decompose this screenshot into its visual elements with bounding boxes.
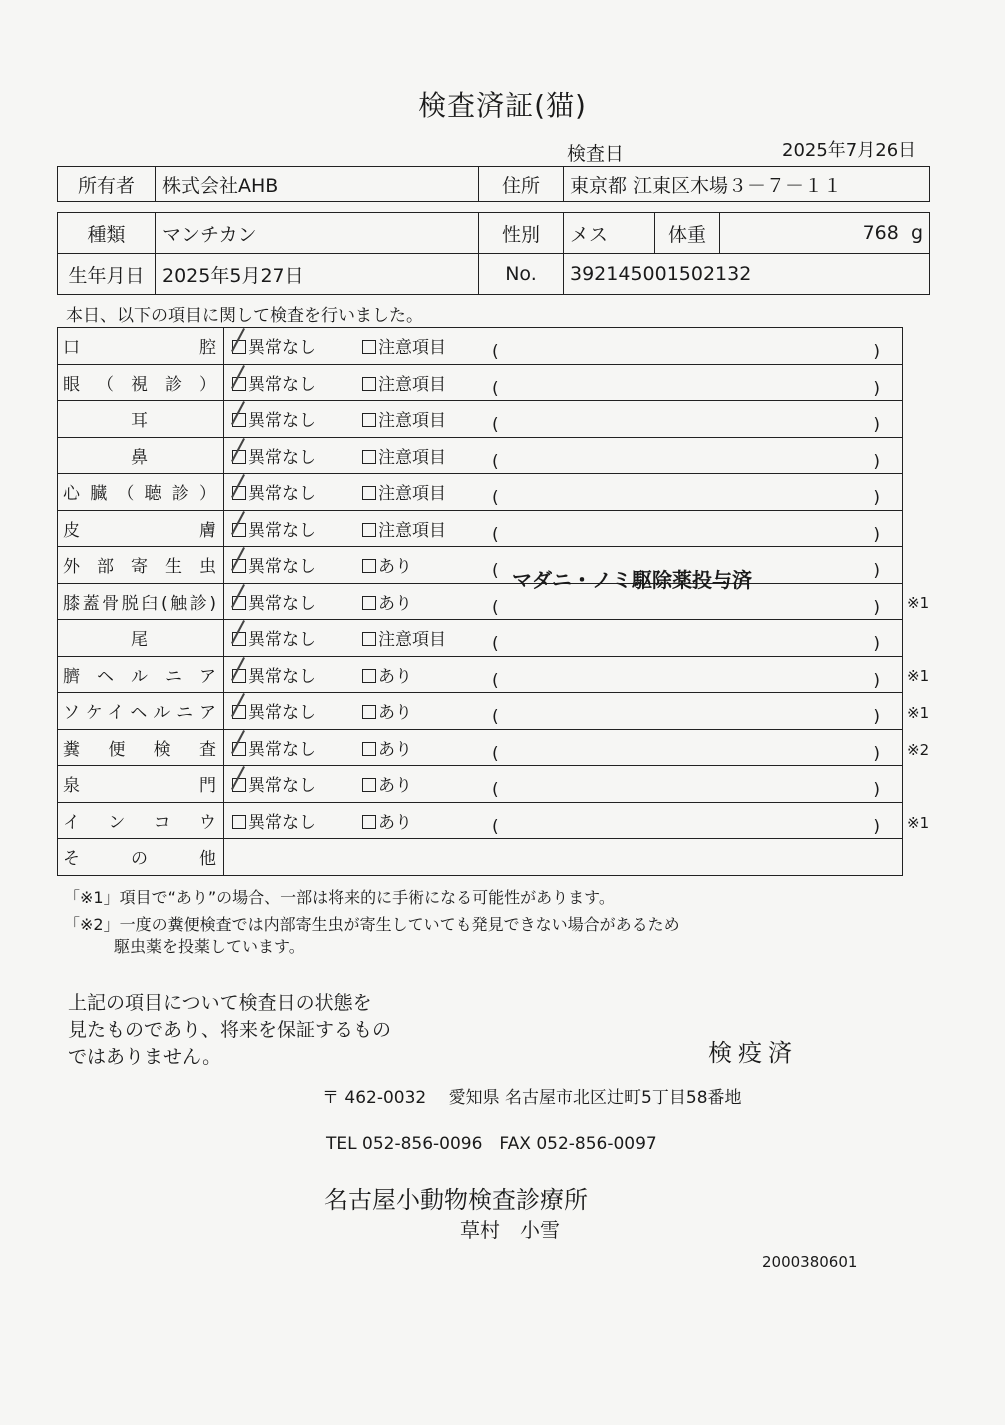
normal-label: 異常なし — [248, 776, 316, 797]
sex-value: メス — [564, 213, 655, 254]
normal-checkbox[interactable] — [232, 742, 246, 756]
abnormal-checkbox[interactable] — [362, 742, 376, 756]
inspection-result — [224, 620, 903, 657]
abnormal-checkbox[interactable] — [362, 486, 376, 500]
weight-unit: g — [910, 222, 923, 244]
paren-open: ( — [492, 342, 499, 363]
paren-close: ) — [873, 743, 880, 764]
normal-checkbox[interactable] — [232, 340, 246, 354]
inspection-result — [224, 510, 903, 547]
normal-checkbox[interactable] — [232, 778, 246, 792]
abnormal-checkbox[interactable] — [362, 632, 376, 646]
breed-label: 種類 — [58, 213, 156, 254]
inspection-item-name: 糞便検査 — [58, 729, 224, 766]
dob-value: 2025年5月27日 — [156, 254, 479, 295]
abnormal-label: あり — [378, 557, 412, 578]
normal-checkbox[interactable] — [232, 523, 246, 537]
disclaimer-line: 上記の項目について検査日の状態を — [68, 992, 372, 1014]
owner-label: 所有者 — [58, 167, 156, 202]
abnormal-checkbox[interactable] — [362, 815, 376, 829]
inspection-row — [58, 766, 903, 803]
inspection-result — [224, 729, 903, 766]
abnormal-label: 注意項目 — [378, 484, 446, 505]
paren-open: ( — [492, 378, 499, 399]
abnormal-label: あり — [378, 666, 412, 687]
paren-open: ( — [492, 524, 499, 545]
inspection-row — [58, 437, 903, 474]
paren-close: ) — [873, 488, 880, 509]
exam-date-label: 検査日 — [567, 143, 625, 165]
footnote-2: 「※2」一度の糞便検査では内部寄生虫が寄生していても発見できない場合があるため — [64, 915, 680, 934]
inspection-item-name: 心臓（聴診） — [58, 474, 224, 511]
abnormal-label: 注意項目 — [378, 338, 446, 359]
paren-close: ) — [873, 816, 880, 837]
normal-checkbox[interactable] — [232, 377, 246, 391]
normal-label: 異常なし — [248, 812, 316, 833]
inspection-item-name: 耳 — [58, 401, 224, 438]
paren-close: ) — [873, 597, 880, 618]
normal-label: 異常なし — [248, 557, 316, 578]
inspection-item-name: 眼（視診） — [58, 364, 224, 401]
paren-open: ( — [492, 780, 499, 801]
disclaimer-line: 見たものであり、将来を保証するもの — [68, 1019, 392, 1041]
inspection-item-name: 膝蓋骨脱臼(触診) — [58, 583, 224, 620]
paren-close: ) — [873, 378, 880, 399]
inspection-item-name: 尾 — [58, 620, 224, 657]
animal-info-table — [57, 212, 930, 295]
paren-open: ( — [492, 634, 499, 655]
inspection-item-name: 外部寄生虫 — [58, 547, 224, 584]
paren-close: ) — [873, 342, 880, 363]
inspection-item-name: インコウ — [58, 802, 224, 839]
clinic-phone: TEL 052-856-0096 FAX 052-856-0097 — [326, 1134, 657, 1154]
normal-checkbox[interactable] — [232, 559, 246, 573]
normal-label: 異常なし — [248, 447, 316, 468]
paren-open: ( — [492, 707, 499, 728]
footnote-1: 「※1」項目で“あり”の場合、一部は将来的に手術になる可能性があります。 — [64, 888, 615, 907]
paren-close: ) — [873, 707, 880, 728]
normal-checkbox[interactable] — [232, 486, 246, 500]
abnormal-label: 注意項目 — [378, 447, 446, 468]
other-value — [224, 839, 903, 876]
inspection-item-name: 鼻 — [58, 437, 224, 474]
normal-checkbox[interactable] — [232, 705, 246, 719]
inspection-result — [224, 766, 903, 803]
veterinarian-name: 草村 小雪 — [460, 1218, 560, 1242]
paren-open: ( — [492, 743, 499, 764]
document-title: 検査済証(猫) — [418, 89, 587, 122]
inspection-result — [224, 328, 903, 365]
abnormal-label: あり — [378, 812, 412, 833]
paren-open: ( — [492, 670, 499, 691]
normal-checkbox[interactable] — [232, 596, 246, 610]
inspection-item-name: 泉門 — [58, 766, 224, 803]
quarantine-stamp: 検疫済 — [708, 1039, 798, 1067]
abnormal-label: 注意項目 — [378, 411, 446, 432]
normal-label: 異常なし — [248, 593, 316, 614]
abnormal-checkbox[interactable] — [362, 669, 376, 683]
abnormal-label: 注意項目 — [378, 520, 446, 541]
no-label: No. — [479, 254, 564, 295]
other-row — [58, 839, 903, 876]
normal-label: 異常なし — [248, 739, 316, 760]
normal-label: 異常なし — [248, 484, 316, 505]
reference-mark: ※1 — [907, 667, 930, 686]
disclaimer — [68, 990, 391, 1071]
intro-text: 本日、以下の項目に関して検査を行いました。 — [66, 306, 423, 326]
paren-close: ) — [873, 415, 880, 436]
abnormal-checkbox[interactable] — [362, 559, 376, 573]
inspection-result — [224, 364, 903, 401]
inspection-row — [58, 328, 903, 365]
reference-mark: ※1 — [907, 593, 930, 612]
inspection-item-name: ソケイヘルニア — [58, 693, 224, 730]
paren-close: ) — [873, 451, 880, 472]
inspection-result — [224, 547, 903, 593]
paren-open: ( — [492, 488, 499, 509]
paren-close: ) — [873, 524, 880, 545]
disclaimer-line: ではありません。 — [68, 1046, 222, 1068]
abnormal-checkbox[interactable] — [362, 705, 376, 719]
normal-label: 異常なし — [248, 703, 316, 724]
registration-number: 392145001502132 — [564, 254, 930, 295]
abnormal-label: あり — [378, 593, 412, 614]
normal-label: 異常なし — [248, 666, 316, 687]
paren-open: ( — [492, 597, 499, 618]
normal-checkbox[interactable] — [232, 669, 246, 683]
reference-mark: ※2 — [907, 740, 930, 759]
inspection-result — [224, 693, 903, 730]
inspection-row — [58, 547, 903, 584]
normal-checkbox[interactable] — [232, 450, 246, 464]
abnormal-label: あり — [378, 739, 412, 760]
inspection-row — [58, 693, 903, 730]
reference-mark: ※1 — [907, 814, 930, 833]
inspection-item-name: 皮膚 — [58, 510, 224, 547]
inspection-result — [224, 401, 903, 438]
inspection-row — [58, 510, 903, 547]
paren-open: ( — [492, 451, 499, 472]
inspection-result — [224, 474, 903, 511]
owner-table — [57, 166, 930, 202]
abnormal-checkbox[interactable] — [362, 778, 376, 792]
inspection-result — [224, 437, 903, 474]
weight-number: 768 — [862, 222, 899, 244]
reference-mark: ※1 — [907, 704, 930, 722]
clinic-name: 名古屋小動物検査診療所 — [324, 1186, 588, 1214]
exam-date: 2025年7月26日 — [782, 140, 917, 161]
abnormal-checkbox[interactable] — [362, 377, 376, 391]
abnormal-checkbox[interactable] — [362, 413, 376, 427]
normal-label: 異常なし — [248, 630, 316, 651]
inspection-row — [58, 474, 903, 511]
normal-label: 異常なし — [248, 520, 316, 541]
normal-label: 異常なし — [248, 411, 316, 432]
abnormal-checkbox[interactable] — [362, 450, 376, 464]
paren-open: ( — [492, 415, 499, 436]
weight-label: 体重 — [655, 213, 720, 254]
normal-checkbox[interactable] — [232, 632, 246, 646]
sex-label: 性別 — [479, 213, 564, 254]
paren-open: ( — [492, 816, 499, 837]
document-code: 2000380601 — [762, 1253, 858, 1271]
owner-value: 株式会社AHB — [156, 167, 479, 202]
abnormal-checkbox[interactable] — [362, 340, 376, 354]
inspection-row — [58, 364, 903, 401]
inspection-row — [58, 802, 903, 839]
abnormal-label: 注意項目 — [378, 374, 446, 395]
breed-value: マンチカン — [156, 213, 479, 254]
inspection-items-table — [57, 327, 903, 876]
paren-close: ) — [873, 561, 880, 582]
abnormal-label: あり — [378, 776, 412, 797]
normal-checkbox[interactable] — [232, 413, 246, 427]
inspection-item-name: 臍ヘルニア — [58, 656, 224, 693]
abnormal-checkbox[interactable] — [362, 523, 376, 537]
address-label: 住所 — [479, 167, 564, 202]
abnormal-label: 注意項目 — [378, 630, 446, 651]
weight-value — [720, 213, 930, 254]
dob-label: 生年月日 — [58, 254, 156, 295]
paren-open: ( — [492, 561, 499, 582]
footnote-2-cont: 駆虫薬を投薬しています。 — [114, 937, 305, 956]
inspection-row — [58, 656, 903, 693]
abnormal-checkbox[interactable] — [362, 596, 376, 610]
clinic-address: 〒 462-0032 愛知県 名古屋市北区辻町5丁目58番地 — [322, 1088, 742, 1108]
paren-close: ) — [873, 670, 880, 691]
normal-label: 異常なし — [248, 338, 316, 359]
normal-label: 異常なし — [248, 374, 316, 395]
inspection-result — [224, 802, 903, 839]
inspection-row — [58, 583, 903, 620]
inspection-note: マダニ・ノミ駆除薬投与済 — [512, 568, 752, 593]
paren-close: ) — [873, 780, 880, 801]
paren-close: ) — [873, 634, 880, 655]
inspection-row — [58, 729, 903, 766]
address-value: 東京都 江東区木場３－７－１１ — [564, 167, 930, 202]
inspection-result — [224, 656, 903, 693]
normal-checkbox[interactable] — [232, 815, 246, 829]
inspection-row — [58, 620, 903, 657]
inspection-row — [58, 401, 903, 438]
abnormal-label: あり — [378, 703, 412, 724]
inspection-item-name: 口腔 — [58, 328, 224, 365]
other-label: その他 — [58, 839, 224, 876]
